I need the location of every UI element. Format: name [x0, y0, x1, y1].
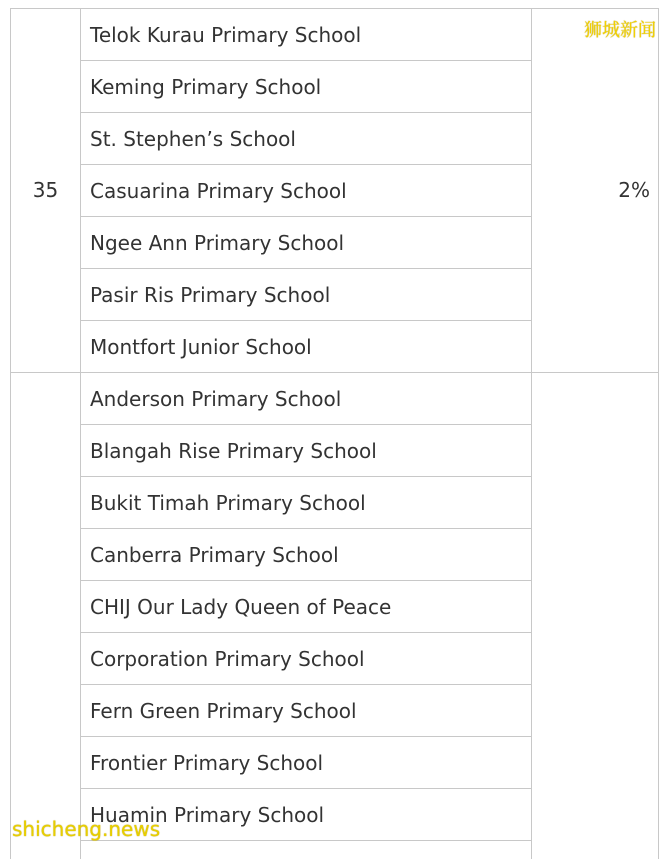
- school-name: St. Stephen’s School: [90, 127, 296, 151]
- watermark-bottom: shicheng.news: [12, 817, 161, 841]
- school-ranking-table: [10, 8, 659, 859]
- school-name: Pasir Ris Primary School: [90, 283, 331, 307]
- watermark-top: 狮城新闻: [584, 20, 656, 41]
- school-name: Casuarina Primary School: [90, 179, 347, 203]
- school-name: Huamin Primary School: [90, 803, 325, 827]
- school-name: Canberra Primary School: [90, 543, 339, 567]
- column-divider-rank: [80, 9, 81, 859]
- school-name: Montfort Junior School: [90, 335, 312, 359]
- school-name: CHIJ Our Lady Queen of Peace: [90, 595, 392, 619]
- school-name: Keming Primary School: [90, 75, 322, 99]
- school-name: Telok Kurau Primary School: [90, 23, 362, 47]
- school-name: Fern Green Primary School: [90, 699, 357, 723]
- table-right-border: [658, 9, 659, 859]
- school-name: Corporation Primary School: [90, 647, 365, 671]
- school-name: Anderson Primary School: [90, 387, 342, 411]
- school-name: Bukit Timah Primary School: [90, 491, 366, 515]
- school-name: Ngee Ann Primary School: [90, 231, 345, 255]
- school-name: Blangah Rise Primary School: [90, 439, 377, 463]
- percent-cell: 2%: [618, 178, 650, 202]
- school-name: Frontier Primary School: [90, 751, 324, 775]
- rank-cell: 35: [32, 178, 59, 202]
- column-divider-percent: [531, 9, 532, 859]
